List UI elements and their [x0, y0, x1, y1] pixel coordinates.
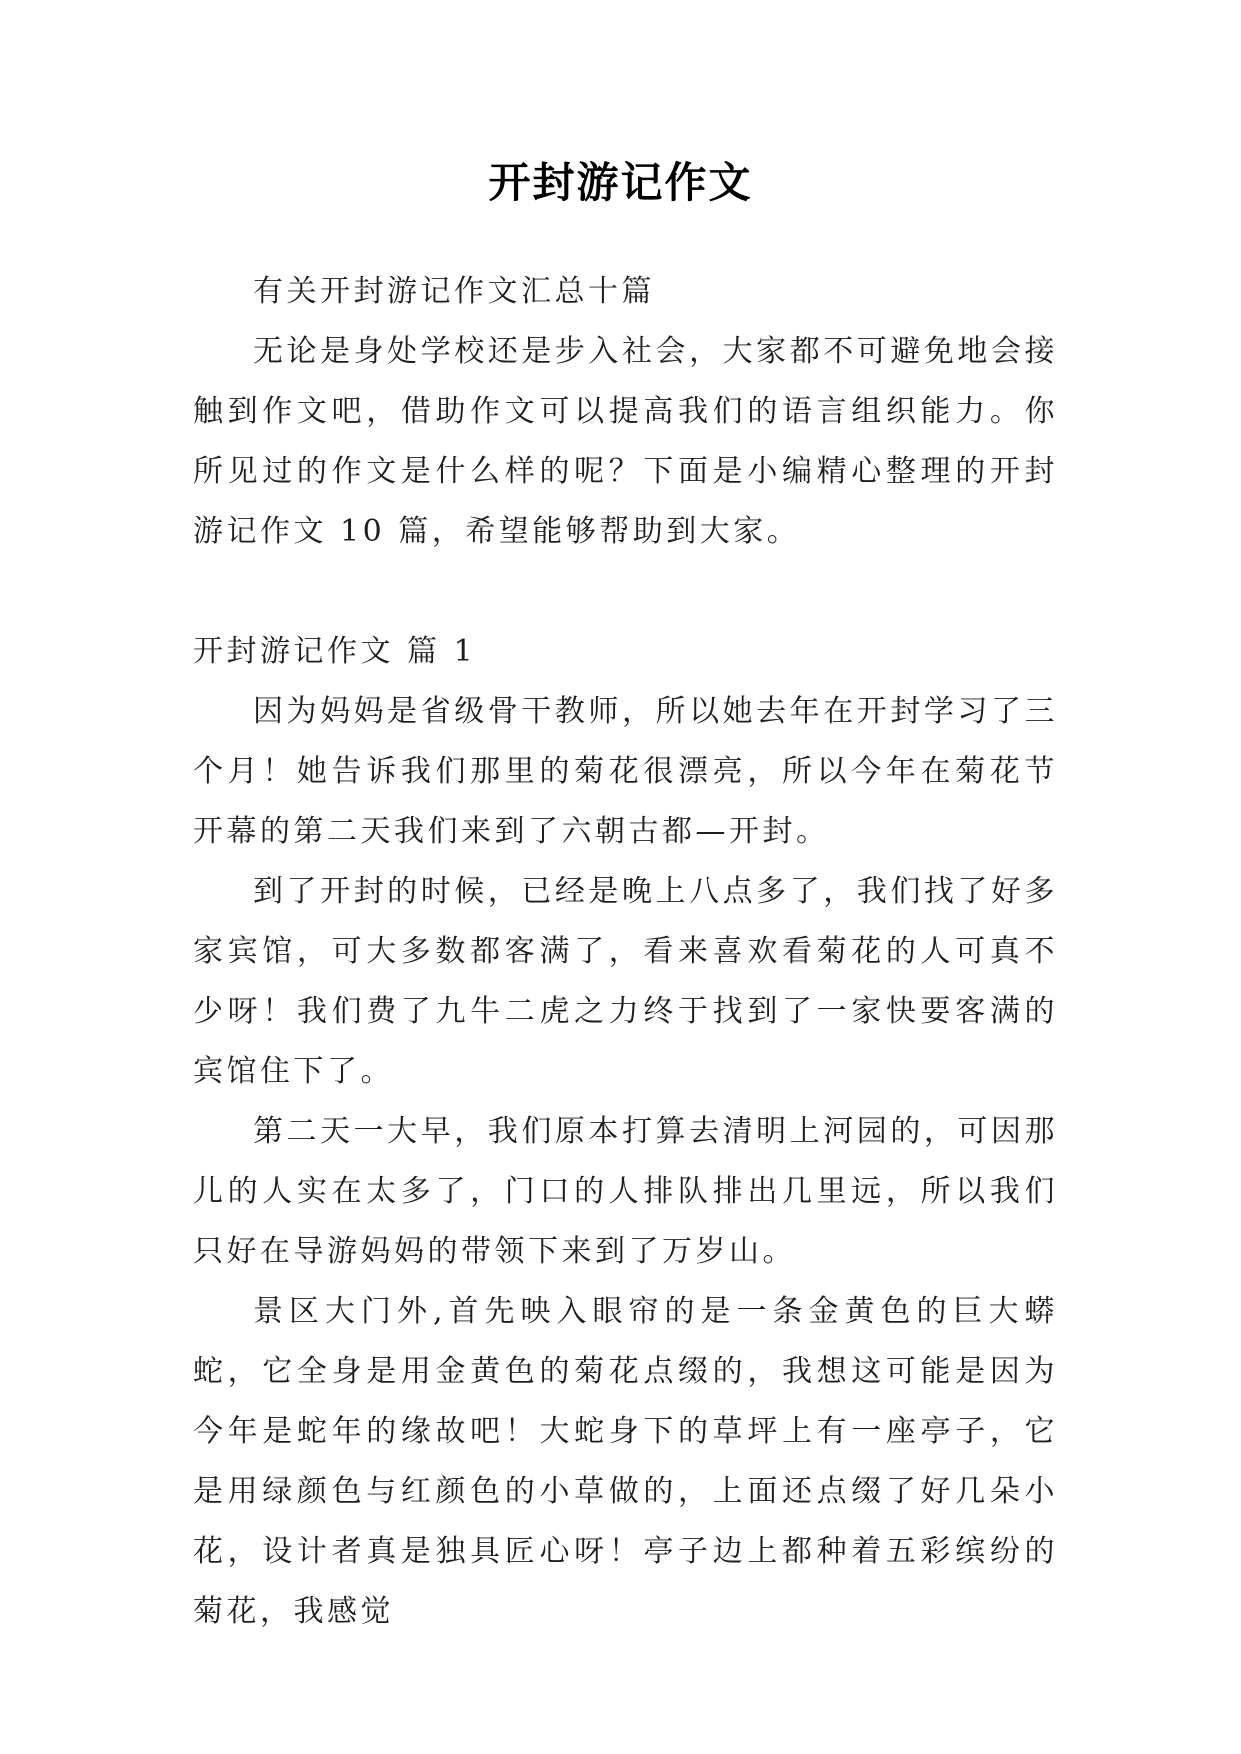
document-body — [193, 262, 1058, 1642]
section-spacer — [193, 562, 1058, 622]
intro-paragraph: 无论是身处学校还是步入社会，大家都不可避免地会接触到作文吧，借助作文可以提高我们的语言组织能力。你所见过的作文是什么样的呢？下面是小编精心整理的开封游记作文 10 篇，希望能够帮助到大家。 — [193, 334, 1058, 549]
body-paragraph: 第二天一大早，我们原本打算去清明上河园的，可因那儿的人实在太多了，门口的人排队排出几里远，所以我们只好在导游妈妈的带领下来到了万岁山。 — [193, 1114, 1058, 1269]
document-subtitle: 有关开封游记作文汇总十篇 — [253, 274, 655, 309]
body-paragraph: 到了开封的时候，已经是晚上八点多了，我们找了好多家宾馆，可大多数都客满了，看来喜欢看菊花的人可真不少呀！我们费了九牛二虎之力终于找到了一家快要客满的宾馆住下了。 — [193, 874, 1058, 1089]
body-paragraph: 景区大门外,首先映入眼帘的是一条金黄色的巨大蟒蛇，它全身是用金黄色的菊花点缀的，我想这可能是因为今年是蛇年的缘故吧！大蛇身下的草坪上有一座亭子，它是用绿颜色与红颜色的小草做的，上面还点缀了好几朵小花，设计者真是独具匠心呀！亭子边上都种着五彩缤纷的菊花，我感觉 — [193, 1294, 1058, 1629]
document-title: 开封游记作文 — [488, 158, 753, 207]
body-paragraph: 因为妈妈是省级骨干教师，所以她去年在开封学习了三个月！她告诉我们那里的菊花很漂亮，所以今年在菊花节开幕的第二天我们来到了六朝古都—开封。 — [193, 694, 1058, 849]
section-heading: 开封游记作文 篇 1 — [193, 634, 477, 669]
